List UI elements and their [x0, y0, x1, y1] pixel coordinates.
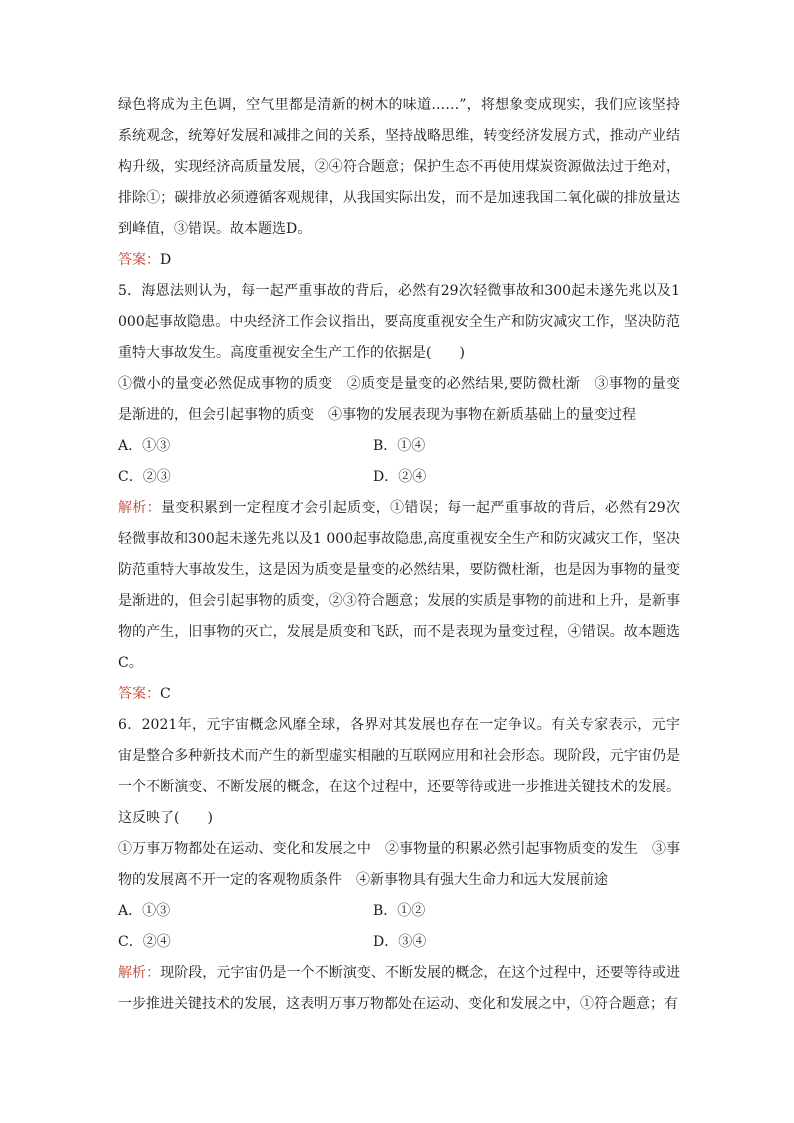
answer-value: C	[160, 686, 171, 702]
question-5-analysis	[118, 493, 680, 679]
option-d: D．③④	[373, 934, 427, 950]
option-c: C．②③	[118, 469, 171, 485]
question-5-answer	[118, 679, 680, 710]
question-6-analysis	[118, 958, 680, 1020]
analysis-label: 解析：	[118, 965, 161, 981]
question-5-options-row-2	[118, 462, 680, 493]
question-6-stem: 6．2021年，元宇宙概念风靡全球，各界对其发展也存在一定争议。有关专家表示，元宇宙是整合多种新技术而产生的新型虚实相融的互联网应用和社会形态。现阶段，元宇宙仍是一个不断演变、不断发展的概念，在这个过程中，还要等待或进一步推进关键技术的发展。这反映了( )	[118, 717, 680, 826]
question-6-options-row-1	[118, 896, 680, 927]
question-6-statements: ①万事万物都处在运动、变化和发展之中 ②事物量的积累必然引起事物质变的发生 ③事物的发展离不开一定的客观物质条件 ④新事物具有强大生命力和远大发展前途	[118, 841, 680, 888]
question-5-statements: ①微小的量变必然促成事物的质变 ②质变是量变的必然结果,要防微杜渐 ③事物的量变是渐进的，但会引起事物的质变 ④事物的发展表现为事物在新质基础上的量变过程	[118, 376, 680, 423]
previous-analysis-continuation: 绿色将成为主色调，空气里都是清新的树木的味道……”，将想象变成现实，我们应该坚持系统观念，统筹好发展和减排之间的关系，坚持战略思维，转变经济发展方式，推动产业结构升级，实现经济高质量发展，②④符合题意；保护生态不再使用煤炭资源做法过于绝对，排除①；碳排放必须遵循客观规律，从我国实际出发，而不是加速我国二氧化碳的排放量达到峰值，③错误。故本题选D。	[118, 97, 680, 237]
analysis-text: 现阶段，元宇宙仍是一个不断演变、不断发展的概念，在这个过程中，还要等待或进一步推进关键技术的发展，这表明万事万物都处在运动、变化和发展之中，①符合题意；有	[118, 965, 681, 1012]
answer-label: 答案：	[118, 252, 160, 268]
answer-value: D	[160, 252, 172, 268]
option-a: A．①③	[118, 903, 171, 919]
question-5-stem: 5．海恩法则认为，每一起严重事故的背后，必然有29次轻微事故和300起未遂先兆以及1 000起事故隐患。中央经济工作会议指出，要高度重视安全生产和防灾减灾工作，坚决防范重特大事故发生。高度重视安全生产工作的依据是( )	[118, 283, 680, 361]
question-5-options-row-1	[118, 431, 680, 462]
document-body	[118, 90, 680, 1020]
option-b: B．①②	[373, 903, 426, 919]
analysis-text: 量变积累到一定程度才会引起质变，①错误；每一起严重事故的背后，必然有29次轻微事故和300起未遂先兆以及1 000起事故隐患,高度重视安全生产和防灾减灾工作，坚决防范重特大事故发生，这是因为质变是量变的必然结果，要防微杜渐，也是因为事物的量变是渐进的，但会引起事物的质变，②③符合题意；发展的实质是事物的前进和上升，是新事物的产生，旧事物的灭亡，发展是质变和飞跃，而不是表现为量变过程，④错误。故本题选C。	[118, 500, 681, 671]
option-a: A．①③	[118, 438, 171, 454]
question-6-options-row-2	[118, 927, 680, 958]
answer-label: 答案：	[118, 686, 160, 702]
option-d: D．②④	[373, 469, 427, 485]
option-b: B．①④	[373, 438, 426, 454]
analysis-label: 解析：	[118, 500, 161, 516]
option-c: C．②④	[118, 934, 171, 950]
previous-answer	[118, 245, 680, 276]
